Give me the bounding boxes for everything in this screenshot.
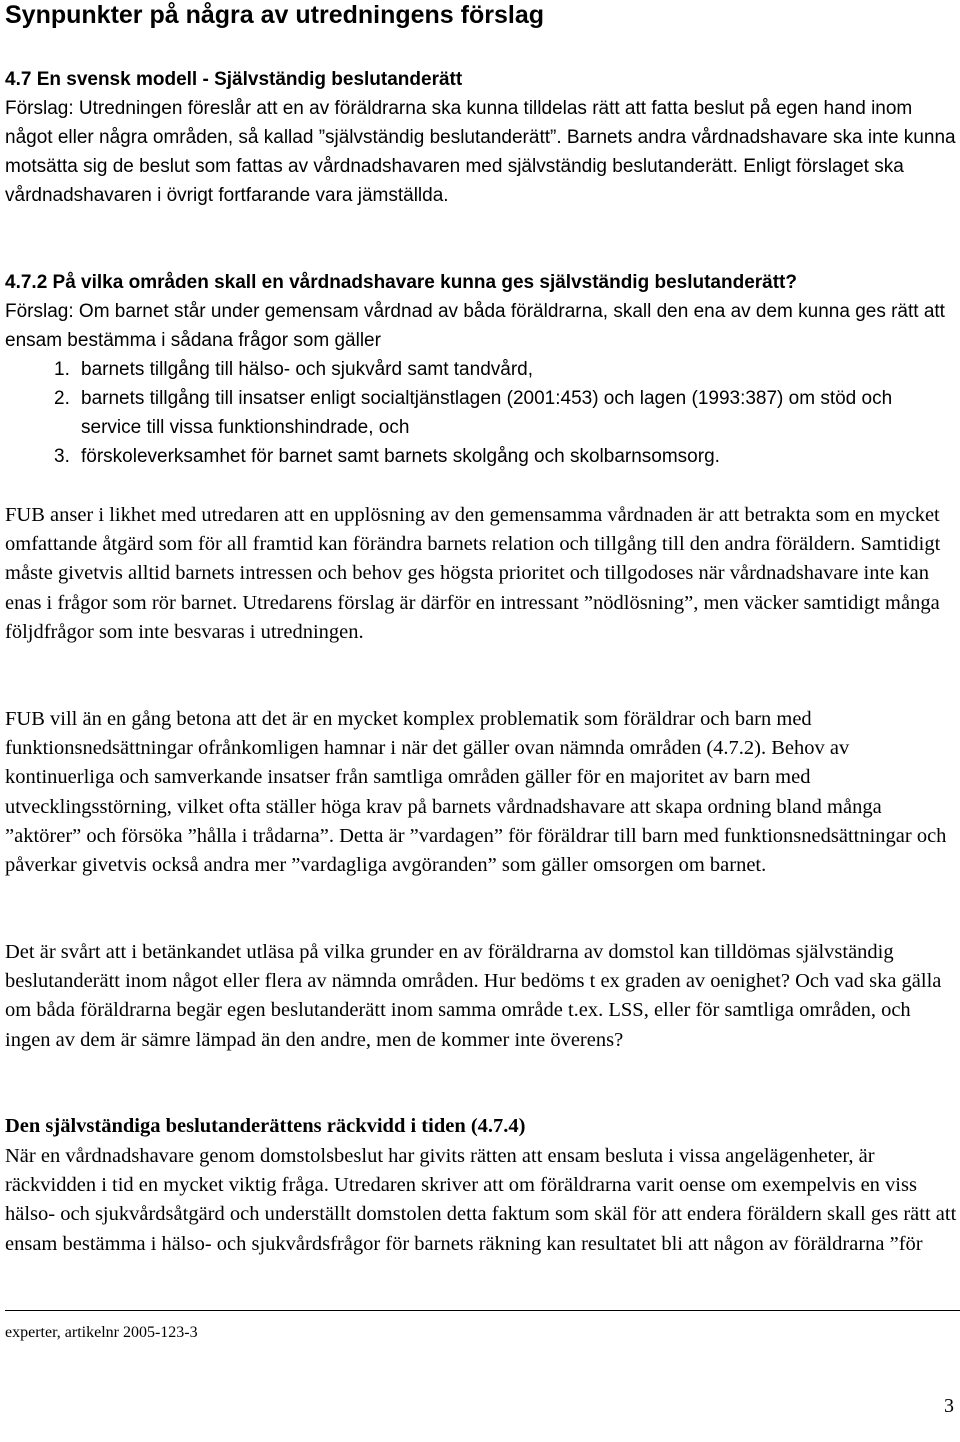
section-4-7	[5, 65, 957, 210]
page-number: 3	[944, 1395, 954, 1417]
list-item	[5, 442, 957, 471]
list-item-text: barnets tillgång till hälso- och sjukvård samt tandvård,	[81, 359, 534, 380]
list-item	[5, 355, 957, 384]
list-item-number: 2.	[54, 388, 70, 409]
section-4-7-4-heading: Den självständiga beslutanderättens räckvidd i tiden (4.7.4)	[5, 1115, 526, 1137]
list-item-number: 1.	[54, 359, 70, 380]
document-title: Synpunkter på några av utredningens förslag	[5, 1, 545, 29]
section-4-7-text: Förslag: Utredningen föreslår att en av föräldrarna ska kunna tilldelas rätt att fatta beslut på egen hand inom något eller några områden, så kallad ”självständig beslutanderätt”. Barnets andra vårdnadshavare ska inte kunna motsätta sig de beslut som fattas av vårdnadshavaren med självständig beslutanderätt. Enligt förslaget ska vårdnadshavaren i övrigt fortfarande vara jämställda.	[5, 98, 956, 206]
proposal-list	[5, 355, 957, 471]
section-4-7-4-text: När en vårdnadshavare genom domstolsbeslut har givits rätten att ensam besluta i vissa angelägenheter, är räckvidden i tid en mycket viktig fråga. Utredaren skriver att om föräldrarna varit oense om exempelvis en viss hälso- och sjukvårdsåtgärd och underställt domstolen detta faktum som skäl för att endera föräldern skall ges rätt att ensam bestämma i hälso- och sjukvårdsfrågor för barnets räkning kan resultatet bli att någon av föräldrarna ”för	[5, 1145, 957, 1255]
section-4-7-2-text: Förslag: Om barnet står under gemensam vårdnad av båda föräldrarna, skall den ena av dem kunna ges rätt att ensam bestämma i sådana frågor som gäller	[5, 301, 945, 351]
footnote-divider	[5, 1310, 960, 1311]
list-item-number: 3.	[54, 446, 70, 467]
list-item-text: barnets tillgång till insatser enligt socialtjänstlagen (2001:453) och lagen (1993:387) om stöd och service till vissa funktionshindrade, och	[81, 388, 893, 438]
list-item-text: förskoleverksamhet för barnet samt barnets skolgång och skolbarnsomsorg.	[81, 446, 720, 467]
footnote: experter, artikelnr 2005-123-3	[5, 1324, 198, 1341]
section-4-7-heading: 4.7 En svensk modell - Självständig beslutanderätt	[5, 69, 463, 90]
section-4-7-2-heading: 4.7.2 På vilka områden skall en vårdnadshavare kunna ges självständig beslutanderätt?	[5, 272, 797, 293]
paragraph-fub-opinion: FUB anser i likhet med utredaren att en upplösning av den gemensamma vårdnaden är att betrakta som en mycket omfattande åtgärd som för all framtid kan förändra barnets relation och tillgång till den andra föräldern. Samtidigt måste givetvis alltid barnets intressen och behov ges högsta prioritet och tillgodoses när vårdnadshavare inte kan enas i frågor som rör barnet. Utredarens förslag är därför en intressant ”nödlösning”, men väcker samtidigt många följdfrågor som inte besvaras i utredningen.	[5, 504, 941, 643]
paragraph-grounds: Det är svårt att i betänkandet utläsa på vilka grunder en av föräldrarna av domstol kan tilldömas självständig beslutanderätt inom något eller flera av nämnda områden. Hur bedöms t ex graden av oenighet? Och vad ska gälla om båda föräldrarna begär egen beslutanderätt inom samma område t.ex. LSS, eller för samtliga områden, och ingen av dem är sämre lämpad än den andre, men de kommer inte överens?	[5, 941, 942, 1051]
list-item	[5, 384, 957, 442]
paragraph-fub-emphasis: FUB vill än en gång betona att det är en mycket komplex problematik som föräldrar och barn med funktionsnedsättningar ofrånkomligen hamnar i när det gäller ovan nämnda områden (4.7.2). Behov av kontinuerliga och samverkande insatser från samtliga områden gäller för en majoritet av barn med utvecklingsstörning, vilket ofta ställer höga krav på barnets vårdnadshavare att skapa ordning bland många ”aktörer” och försöka ”hålla i trådarna”. Detta är ”vardagen” för föräldrar till barn med funktionsnedsättningar och påverkar givetvis också andra mer ”vardagliga avgöranden” som gäller omsorgen om barnet.	[5, 708, 947, 877]
